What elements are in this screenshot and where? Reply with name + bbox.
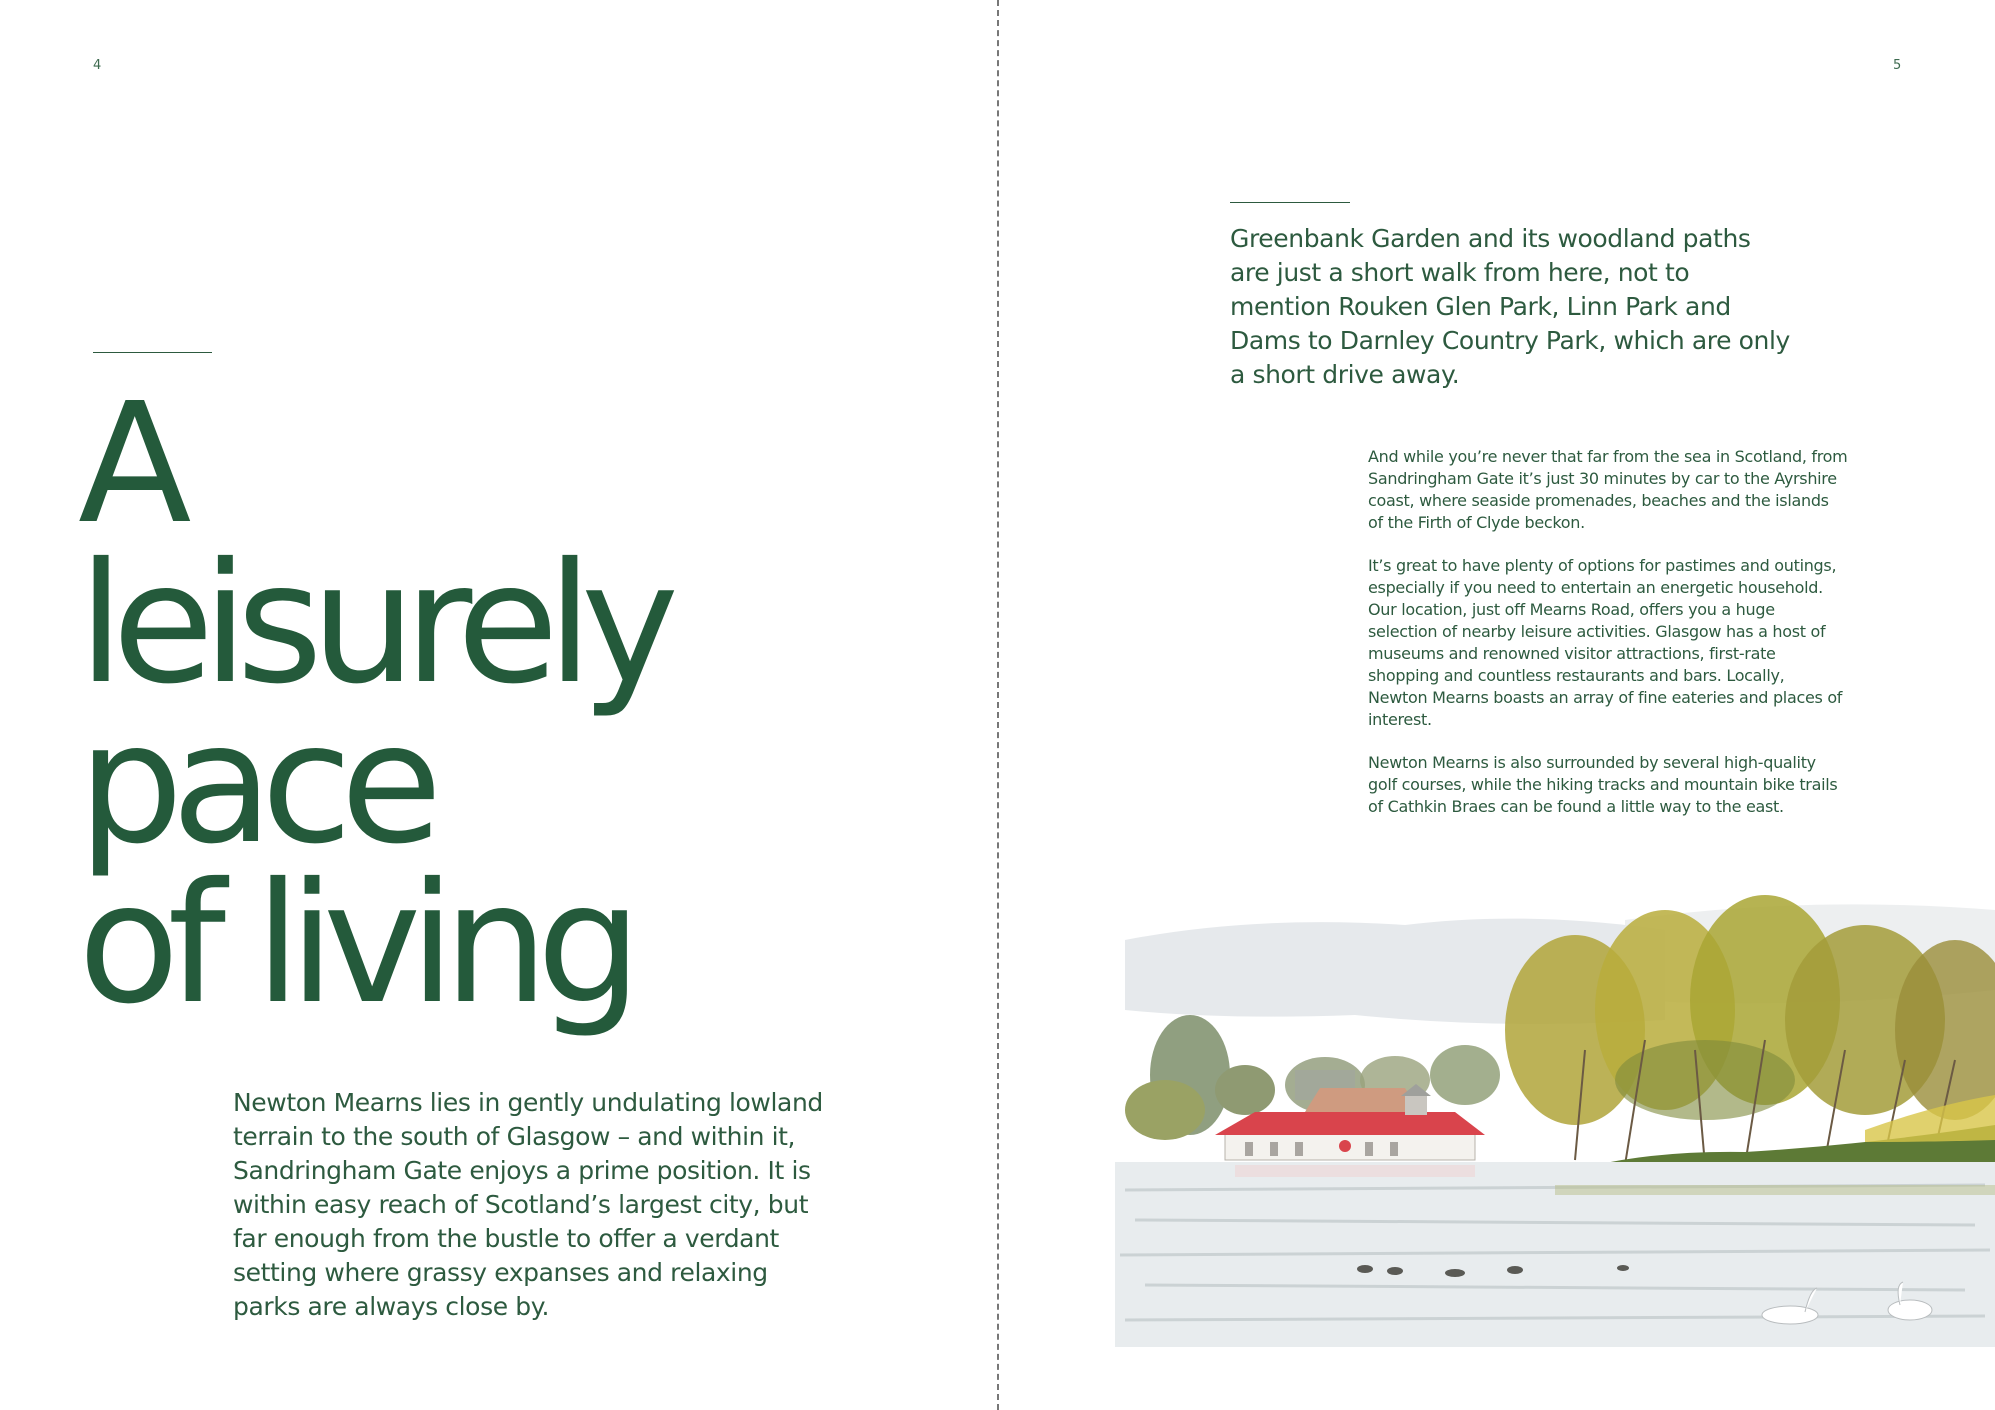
body-paragraph: Newton Mearns is also surrounded by several high-quality golf courses, while the hiking tracks and mountain bike trails of Cathkin Braes can be found a little way to the east. (1368, 753, 1838, 816)
page-spine (997, 0, 999, 1410)
title-line: pace (78, 688, 431, 881)
lead-paragraph: Greenbank Garden and its woodland paths are just a short walk from here, not to mention Rouken Glen Park, Linn Park and Dams to Darnley Country Park, which are only a short drive away. (1230, 224, 1790, 389)
lead-divider (1230, 202, 1350, 203)
title-divider (93, 352, 212, 353)
title-line: of living (78, 848, 630, 1041)
body-paragraph: It’s great to have plenty of options for pastimes and outings, especially if you need to entertain an energetic household. Our location, just off Mearns Road, offers you a huge selection of nearby leisure activities. Glasgow has a host of museums and renowned visitor attractions, first-rate shopping and countless restaurants and bars. Locally, Newton Mearns boasts an array of fine eateries and places of interest. (1368, 556, 1843, 729)
page-number-right: 5 (1893, 58, 1902, 73)
body-column (1368, 446, 1848, 839)
lake-illustration (1105, 880, 1995, 1350)
page-number-left: 4 (93, 58, 102, 73)
title-line: leisurely (78, 528, 668, 721)
title-line: A (78, 368, 180, 561)
body-paragraph: And while you’re never that far from the sea in Scotland, from Sandringham Gate it’s just 30 minutes by car to the Ayrshire coast, where seaside promenades, beaches and the islands of the Firth of Clyde beckon. (1368, 447, 1848, 532)
intro-paragraph: Newton Mearns lies in gently undulating lowland terrain to the south of Glasgow – and within it, Sandringham Gate enjoys a prime position. It is within easy reach of Scotland’s largest city, but far enough from the bustle to offer a verdant setting where grassy expanses and relaxing parks are always close by. (233, 1088, 823, 1321)
page-title (78, 368, 668, 1041)
